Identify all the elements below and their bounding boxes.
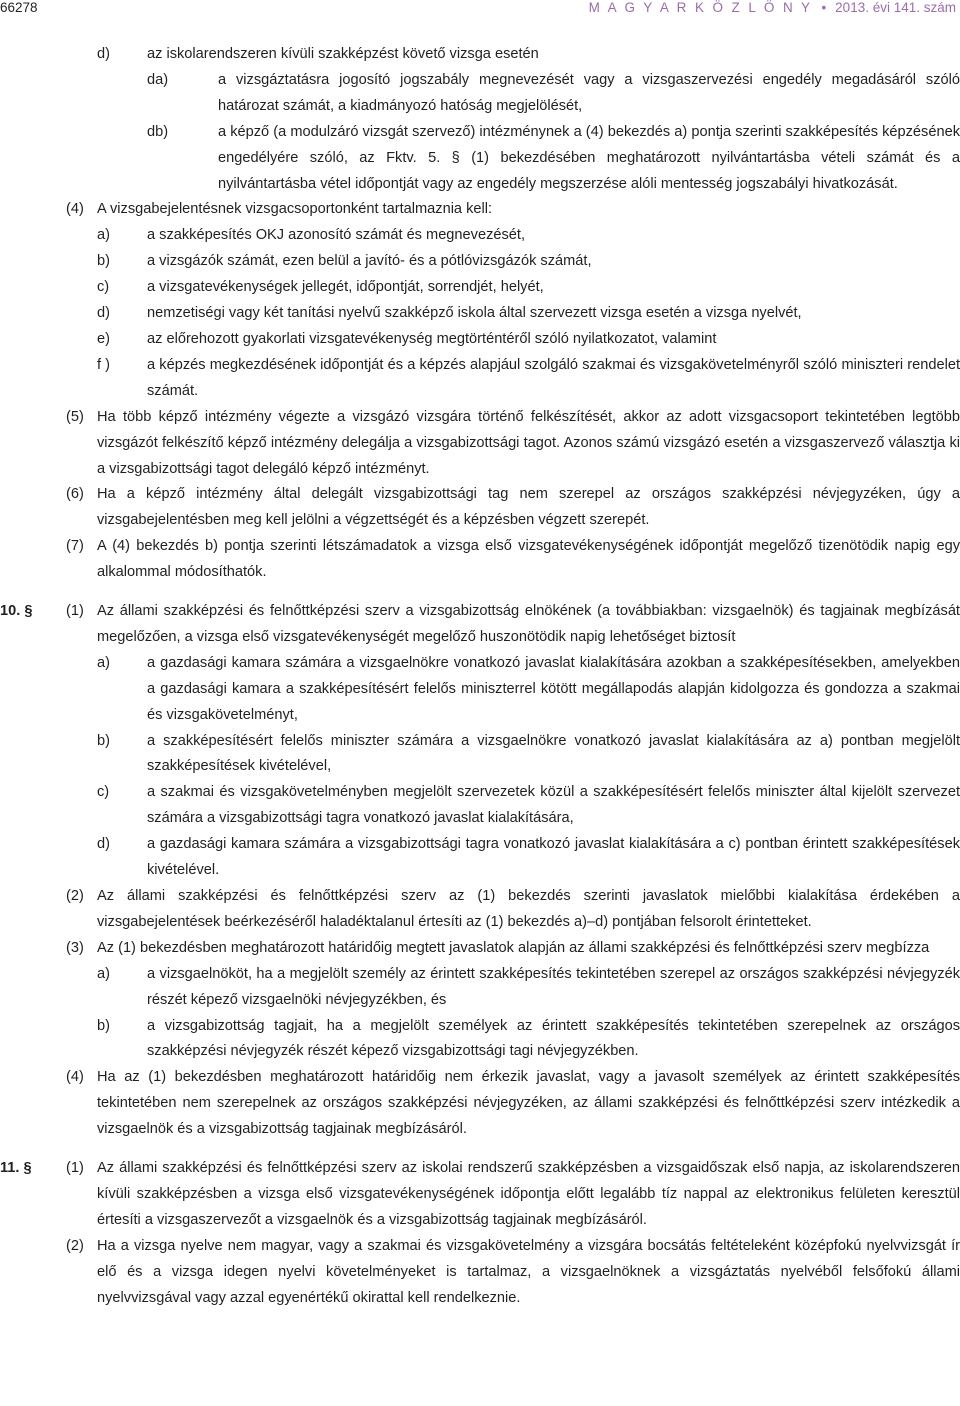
paragraph — [0, 1234, 960, 1312]
section-gap — [0, 586, 960, 599]
item-text: a szakmai és vizsgakövetelményben megjelölt szervezetek közül a szakképesítésért felelős miniszter által kijelölt szervezet számára a vizsgabizottsági tagra vonatkozó javaslat kialakítására, — [147, 784, 960, 827]
paragraph — [0, 405, 960, 483]
item-text: a gazdasági kamara számára a vizsgabizottsági tagra vonatkozó javaslat kialakítására a c) pontban érintett szakképesítések kivételével. — [147, 836, 960, 879]
list-item — [0, 780, 960, 832]
item-text: Az állami szakképzési és felnőttképzési szerv az (1) bekezdés szerinti javaslatok mielőbbi kialakítása érdekében a vizsgabejelentések beérkezéséről haladéktalanul értesíti az (1) bekezdés a)–d) pontjában felsorolt érintetteket. — [97, 888, 960, 930]
page-header — [0, 0, 960, 20]
header-separator: • — [821, 0, 827, 15]
section-paragraph — [0, 1156, 960, 1234]
item-label: d) — [97, 836, 110, 853]
item-label: (3) — [66, 939, 84, 956]
item-label: b) — [97, 732, 110, 749]
item-text: A (4) bekezdés b) pontja szerinti létszámadatok a vizsga első vizsgatevékenységének időpontját megelőző tizenötödik napig egy alkalommal módosíthatók. — [97, 538, 960, 581]
item-label: (5) — [66, 408, 84, 425]
list-item — [0, 301, 960, 327]
item-label: (4) — [66, 201, 84, 218]
section-number: 10. § — [0, 603, 33, 620]
item-text: Ha az (1) bekezdésben meghatározott határidőig nem érkezik javaslat, vagy a javasolt személyek az érintett szakképesítés tekintetében nem szerepelnek az országos szakképzési névjegyzéken, az állami szakképzési és felnőttképzési szerv intézkedik a vizsgaelnök és a vizsgabizottság tagjainak megbízásáról. — [97, 1069, 960, 1138]
paragraph — [0, 482, 960, 534]
list-item — [0, 327, 960, 353]
item-text: Ha a képző intézmény által delegált vizsgabizottsági tag nem szerepel az országos szakképzési névjegyzéken, úgy a vizsgabejelentésben meg kell jelölni a végzettségét és a képzésben végzett szerepét. — [97, 486, 960, 529]
item-text: Az állami szakképzési és felnőttképzési szerv az iskolai rendszerű szakképzésben a vizsgaidőszak első napja, az iskolarendszeren kívüli szakképzésben a vizsga első vizsgatevékenységének időpontja előtt legalább tíz nappal az elektronikus felületen keresztül értesíti a vizsgaszervezőt a vizsgaelnök és a vizsgabizottság tagjainak megbízásáról. — [97, 1160, 960, 1228]
item-label: db) — [147, 123, 169, 140]
item-label: d) — [97, 46, 110, 62]
gazette-title: M A G Y A R K Ö Z L Ö N Y — [588, 0, 813, 15]
page-number: 66278 — [0, 0, 38, 15]
item-label: (1) — [66, 603, 84, 620]
section-number: 11. § — [0, 1160, 32, 1177]
item-text: a szakképesítésért felelős miniszter számára a vizsgaelnökre vonatkozó javaslat kialakítására az a) pontban megjelölt szakképesítések kivételével, — [147, 732, 960, 775]
item-label: da) — [147, 71, 169, 88]
list-item — [0, 275, 960, 301]
list-item — [0, 223, 960, 249]
item-text: a vizsgázók számát, ezen belül a javító- és a pótlóvizsgázók számát, — [147, 253, 592, 270]
item-label: (1) — [66, 1160, 84, 1177]
item-label: (6) — [66, 486, 84, 503]
item-label: a) — [97, 227, 110, 244]
item-text: a vizsgabizottság tagjait, ha a megjelölt személyek az érintett szakképesítés tekintetében szerepelnek az országos szakképzési névjegyzék részét képező vizsgabizottsági tagi névjegyzékben. — [147, 1017, 960, 1060]
item-label: (2) — [66, 1237, 84, 1254]
list-item — [0, 353, 960, 405]
item-label: c) — [97, 784, 110, 801]
paragraph — [0, 1065, 960, 1143]
list-item — [0, 1014, 960, 1066]
paragraph — [0, 197, 960, 223]
item-text: a képzés megkezdésének időpontját és a képzés alapjául szolgáló szakmai és vizsgakövetelményről szóló miniszteri rendelet számát. — [147, 356, 960, 399]
item-label: (2) — [66, 888, 84, 904]
list-item — [0, 962, 960, 1014]
item-label: d) — [97, 305, 110, 322]
paragraph — [0, 884, 960, 936]
paragraph — [0, 936, 960, 962]
item-text: Ha a vizsga nyelve nem magyar, vagy a szakmai és vizsgakövetelmény a vizsgára bocsátás feltételeként középfokú nyelvvizsgát ír elő és a vizsga idegen nyelvi követelményeket is tartalmaz, a vizsgaelnöknek a vizsgáztatás nyelvéből felsőfokú állami nyelvvizsgával vagy azzal egyenértékű okirattal kell rendelkeznie. — [97, 1237, 960, 1306]
item-label: a) — [97, 654, 110, 671]
section-gap — [0, 1143, 960, 1156]
item-text: nemzetiségi vagy két tanítási nyelvű szakképző iskola által szervezett vizsga esetén a vizsga nyelvét, — [147, 305, 802, 322]
list-item — [0, 729, 960, 781]
item-text: a képző (a modulzáró vizsgát szervező) intézménynek a (4) bekezdés a) pontja szerinti szakképesítés képzésének engedélyére szóló, az Fktv. 5. § (1) bekezdésében meghatározott nyilvántartásba vételi számát és a nyilvántartásba vétel időpontját vagy az engedély megszerzése alóli mentesség jogszabályi hivatkozását. — [218, 123, 960, 192]
item-label: a) — [97, 965, 110, 982]
document-body — [0, 42, 960, 1312]
item-text: A vizsgabejelentésnek vizsgacsoportonként tartalmaznia kell: — [97, 201, 493, 218]
item-text: a vizsgáztatásra jogosító jogszabály megnevezését vagy a vizsgaszervezési engedély megadásáról szóló határozat számát, a kiadmányozó hatóság megjelölését, — [218, 71, 960, 114]
list-item — [0, 832, 960, 884]
item-text: az iskolarendszeren kívüli szakképzést követő vizsga esetén — [147, 46, 539, 62]
item-text: a szakképesítés OKJ azonosító számát és megnevezését, — [147, 227, 526, 244]
item-text: Ha több képző intézmény végezte a vizsgázó vizsgára történő felkészítését, akkor az adott vizsgacsoport tekintetében legtöbb vizsgázót felkészítő képző intézmény delegálja a vizsgabizottsági tagot. Azonos számú vizsgázó esetén a vizsgaszervező választja ki a vizsgabizottsági tagot delegáló képző intézményt. — [97, 408, 960, 477]
item-text: az előrehozott gyakorlati vizsgatevékenység megtörténtéről szóló nyilatkozatot, valamint — [147, 330, 717, 347]
item-text: a gazdasági kamara számára a vizsgaelnökre vonatkozó javaslat kialakítására azokban a szakképesítésekben, amelyekben a gazdasági kamara a szakképesítésért felelős miniszterrel kötött megállapodás alapján kidolgozza és gondozza a szakmai és vizsgakövetelményt, — [147, 654, 960, 723]
item-label: f ) — [97, 356, 110, 373]
item-text: a vizsgaelnököt, ha a megjelölt személy az érintett szakképesítés tekintetében szerepel az országos szakképzési névjegyzék részét képező vizsgaelnöki névjegyzékben, és — [147, 965, 960, 1008]
item-label: (4) — [66, 1069, 84, 1086]
list-item — [0, 42, 960, 68]
item-label: b) — [97, 253, 110, 270]
gazette-title-line — [589, 0, 956, 16]
list-item — [0, 651, 960, 729]
item-label: b) — [97, 1017, 110, 1034]
item-label: c) — [97, 279, 110, 296]
item-label: e) — [97, 330, 110, 347]
list-item — [0, 249, 960, 275]
item-text: Az állami szakképzési és felnőttképzési szerv a vizsgabizottság elnökének (a továbbiakban: vizsgaelnök) és tagjainak megbízását megelőzően, a vizsga első vizsgatevékenységét megelőző huszonötödik napig lehetőséget biztosít — [97, 603, 960, 645]
issue-number: 2013. évi 141. szám — [835, 0, 956, 15]
item-text: a vizsgatevékenységek jellegét, időpontját, sorrendjét, helyét, — [147, 279, 544, 296]
section-paragraph — [0, 599, 960, 651]
sub-list-item — [0, 120, 960, 198]
item-text: Az (1) bekezdésben meghatározott határidőig megtett javaslatok alapján az állami szakképzési és felnőttképzési szerv megbízza — [97, 939, 930, 956]
item-label: (7) — [66, 538, 84, 555]
sub-list-item — [0, 68, 960, 120]
paragraph — [0, 534, 960, 586]
